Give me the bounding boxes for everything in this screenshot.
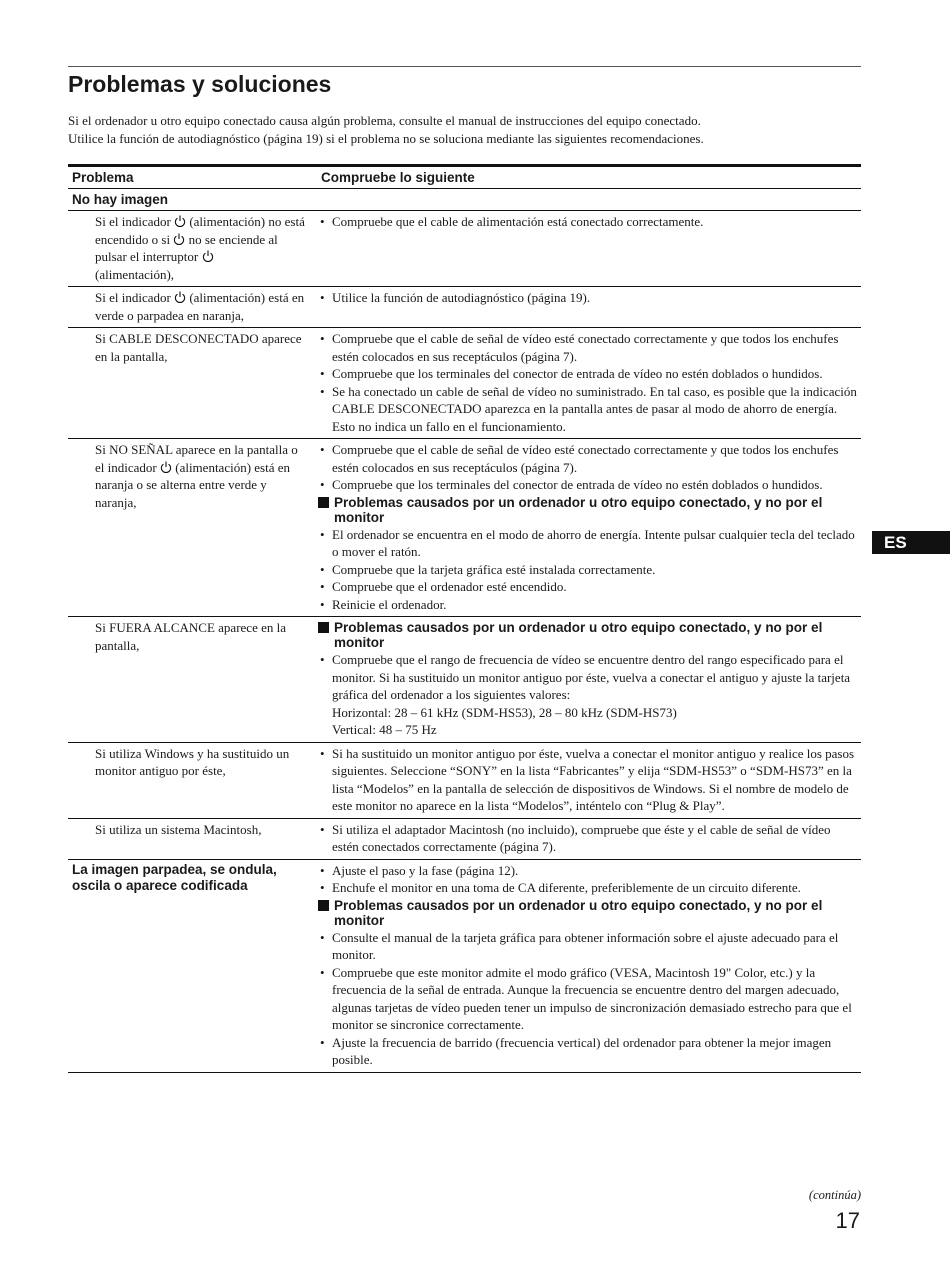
condition-cell: Si utiliza un sistema Macintosh, xyxy=(68,818,317,859)
list-item: • Compruebe que este monitor admite el modo gráfico (VESA, Macintosh 19" Color, etc.) y la frecuencia de la señal de entrada. Aunque la frecuencia se encuentre dentro del margen adecuado, algunas tarjetas de vídeo pueden tener un impulso de sincronización demasiado estrecho para que el monitor se sincronice correctamente. xyxy=(318,964,860,1034)
condition-text: (alimentación) está en naranja o se alterna entre verde y naranja, xyxy=(95,459,291,510)
list-item: • Ajuste el paso y la fase (página 12). xyxy=(318,862,860,880)
list-item: • Compruebe que el cable de señal de vídeo esté conectado correctamente y que todos los enchufes estén colocados en sus receptáculos (página 7). xyxy=(318,441,860,476)
sub-heading-text: Problemas causados por un ordenador u otro equipo conectado, y no por el monitor xyxy=(334,897,823,928)
sub-heading-text: Problemas causados por un ordenador u otro equipo conectado, y no por el monitor xyxy=(334,620,823,650)
condition-text: Si NO SEÑAL aparece en la pantalla o el indicador xyxy=(95,442,298,475)
condition-text: Si el indicador xyxy=(95,214,175,229)
condition-cell: Si CABLE DESCONECTADO aparece en la pantalla, xyxy=(68,328,317,439)
condition-cell: Si FUERA ALCANCE aparece en la pantalla, xyxy=(68,617,317,743)
check-cell xyxy=(317,211,861,287)
list-item: • Compruebe que el ordenador esté encendido. xyxy=(318,578,860,596)
check-cell xyxy=(317,742,861,818)
square-bullet-icon xyxy=(318,622,329,633)
sub-heading xyxy=(318,898,860,928)
list-item: • El ordenador se encuentra en el modo de ahorro de energía. Intente pulsar cualquier tecla del teclado o mover el ratón. xyxy=(318,526,860,561)
sub-heading xyxy=(318,495,860,525)
group-row xyxy=(68,189,861,211)
check-cell xyxy=(317,818,861,859)
page-title: Problemas y soluciones xyxy=(68,71,332,97)
top-rule xyxy=(68,66,861,67)
power-icon xyxy=(173,233,185,245)
table-row xyxy=(68,439,861,617)
square-bullet-icon xyxy=(318,900,329,911)
table-row xyxy=(68,742,861,818)
horizontal-range: Horizontal: 28 – 61 kHz (SDM-HS53), 28 – 80 kHz (SDM-HS73) xyxy=(332,704,677,720)
header-check: Compruebe lo siguiente xyxy=(317,166,861,189)
table-row xyxy=(68,617,861,743)
list-item: • Si ha sustituido un monitor antiguo por éste, vuelva a conectar el monitor antiguo y realice los pasos siguientes. Seleccione “SONY” en la lista “Fabricantes” y elija “SDM-HS53” o “SDM-HS73” en la lista “Modelos” en la pantalla de selección de dispositivos de Windows. Si el nombre de modelo de este monitor no aparece en la lista “Modelos”, inténtelo con “Plug & Play”. xyxy=(318,745,860,815)
page-number: 17 xyxy=(835,1208,860,1233)
condition-text: no se enciende al pulsar el interruptor xyxy=(95,231,278,264)
table-row xyxy=(68,859,861,1072)
list-item: • Reinicie el ordenador. xyxy=(318,596,860,614)
list-item: • Compruebe que los terminales del conector de entrada de vídeo no estén doblados o hundidos. xyxy=(318,365,860,383)
power-icon xyxy=(174,215,186,227)
list-item: • Enchufe el monitor en una toma de CA diferente, preferiblemente de un circuito diferente. xyxy=(318,879,860,897)
header-problem: Problema xyxy=(68,166,317,189)
list-item: • Compruebe que el cable de alimentación está conectado correctamente. xyxy=(318,213,860,231)
troubleshooting-table xyxy=(68,164,861,1073)
condition-cell xyxy=(68,211,317,287)
table-row xyxy=(68,211,861,287)
continued-note: (continúa) xyxy=(808,1188,861,1202)
list-item: • Ajuste la frecuencia de barrido (frecuencia vertical) del ordenador para obtener la mejor imagen posible. xyxy=(318,1034,860,1069)
check-cell xyxy=(317,439,861,617)
list-item: • Se ha conectado un cable de señal de vídeo no suministrado. En tal caso, es posible que la indicación CABLE DESCONECTADO aparezca en la pantalla antes de pasar al modo de ahorro de energía. Esto no indica un fallo en el funcionamiento. xyxy=(318,383,860,436)
table-row xyxy=(68,818,861,859)
list-item: • Compruebe que los terminales del conector de entrada de vídeo no estén doblados o hundidos. xyxy=(318,476,860,494)
list-item: • Utilice la función de autodiagnóstico (página 19). xyxy=(318,289,860,307)
condition-text: (alimentación) está en verde o parpadea en naranja, xyxy=(95,290,305,323)
group-title: No hay imagen xyxy=(68,189,861,211)
check-cell xyxy=(317,617,861,743)
language-tab: ES xyxy=(872,531,950,554)
intro xyxy=(68,112,861,148)
condition-cell: Si utiliza Windows y ha sustituido un monitor antiguo por éste, xyxy=(68,742,317,818)
condition-text: (alimentación), xyxy=(95,266,175,282)
vertical-range: Vertical: 48 – 75 Hz xyxy=(332,722,437,737)
condition-text: Si el indicador xyxy=(95,290,175,305)
power-icon xyxy=(202,250,214,262)
check-cell xyxy=(317,328,861,439)
problem-cell: La imagen parpadea, se ondula, oscila o aparece codificada xyxy=(68,859,317,1072)
list-item: • Consulte el manual de la tarjeta gráfica para obtener información sobre el ajuste adecuado para el monitor. xyxy=(318,929,860,964)
list-item: • Compruebe que la tarjeta gráfica esté instalada correctamente. xyxy=(318,561,860,579)
power-icon xyxy=(174,291,186,303)
sub-heading xyxy=(318,620,860,650)
list-item: • Compruebe que el rango de frecuencia de vídeo se encuentre dentro del rango especificado para el monitor. Si ha sustituido un monitor antiguo por éste, vuelva a conectar el antiguo y ajuste la tarjeta gráfica del ordenador a los siguientes valores: xyxy=(318,651,860,704)
list-item: • Compruebe que el cable de señal de vídeo esté conectado correctamente y que todos los enchufes estén colocados en sus receptáculos (página 7). xyxy=(318,330,860,365)
power-icon xyxy=(160,461,172,473)
condition-text: (alimentación) no está encendido o si xyxy=(95,214,305,247)
intro-line: Si el ordenador u otro equipo conectado causa algún problema, consulte el manual de instrucciones del equipo conectado. xyxy=(68,113,701,128)
square-bullet-icon xyxy=(318,497,329,508)
list-item: • Si utiliza el adaptador Macintosh (no incluido), compruebe que éste y el cable de señal de vídeo estén conectados correctamente (página 7). xyxy=(318,821,860,856)
page xyxy=(68,66,861,1073)
condition-cell xyxy=(68,287,317,328)
check-cell xyxy=(317,859,861,1072)
sub-heading-text: Problemas causados por un ordenador u otro equipo conectado, y no por el monitor xyxy=(334,494,823,525)
intro-line: Utilice la función de autodiagnóstico (página 19) si el problema no se soluciona mediante las siguientes recomendaciones. xyxy=(68,131,704,146)
table-header-row xyxy=(68,166,861,189)
condition-cell xyxy=(68,439,317,617)
table-row xyxy=(68,328,861,439)
table-row xyxy=(68,287,861,328)
check-cell xyxy=(317,287,861,328)
